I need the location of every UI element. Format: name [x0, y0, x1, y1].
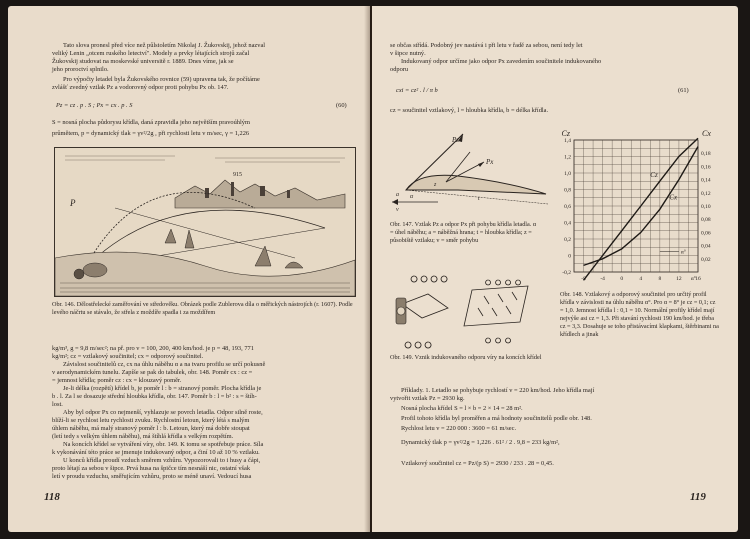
left-tick-label: -0,2	[562, 270, 571, 276]
text-line: b . l. Za l se dosazuje střední hloubka křídla, obr. 147. Poměr b : l = b² : s = štíh-	[52, 393, 257, 400]
lift-coefficient-equation: Vztlakový součinitel cz = Pz/(p S) = 2930 / 233 . 28 = 0,45.	[401, 460, 554, 467]
svg-text:P: P	[70, 198, 76, 208]
left-tick-label: 1,4	[564, 138, 571, 144]
figure-147-wing	[388, 124, 550, 219]
text-line: úhlem náběhu, má malý stranový poměr l : b. Letoun, který má dobře stoupat	[52, 425, 250, 432]
text-line: v aerodynamickém tunelu. Zapíše se pak do tabulek, obr. 148. Poměr cx : cz =	[52, 369, 253, 376]
svg-text:α: α	[410, 194, 414, 200]
x-tick-label: 12	[676, 276, 682, 282]
text-line: letí v proudu vzduchu, směřujícím vzhůru, proto se méně unaví. Vedoucí husa	[52, 473, 252, 480]
left-tick-label: 1,0	[564, 171, 571, 177]
text-line: Na koncích křídel se vytváření víry, obr. 149. K tomu se spotřebuje práce. Síla	[63, 441, 264, 448]
page-number: 118	[44, 491, 60, 503]
x-tick-label: 16	[695, 276, 701, 282]
text-line: průmětem, p = dynamický tlak = γv²/2g , při rychlosti letu v m/sec, γ = 1,226	[52, 130, 250, 137]
text-line: blíží-li se rychlost letu rychlosti zvuku. Rychlostní letoun, který létá s malým	[52, 417, 250, 424]
right-tick-label: 0,08	[701, 217, 711, 224]
left-tick-label: 0,2	[564, 237, 571, 243]
dynamic-pressure-equation: Dynamický tlak p = γv²/2g = 1,226 . 61² / 2 . 9,8 = 233 kg/m²,	[401, 439, 560, 446]
text-line: Tato slova pronesl před více než půlstoletím Nikolaj J. Žukovskij, jehož nazval	[63, 42, 266, 49]
equation-61: cxi = cz² . l / π b	[396, 87, 438, 94]
left-tick-label: 0	[568, 253, 571, 260]
x-tick-label: 8	[658, 276, 662, 282]
svg-text:t: t	[478, 196, 480, 202]
text-line: veliký Lenin „otcem ruského letectví". Modely a prvky létajících strojů začal	[52, 50, 250, 57]
right-tick-label: 0,14	[701, 177, 711, 184]
page-number: 119	[690, 491, 706, 503]
svg-text:Pz: Pz	[452, 136, 459, 144]
text-line: Závislost součinitelů cz, cx na úhlu náběhu α a na tvaru profilu se určí pokusně	[63, 361, 266, 368]
text-line: se občas střídá. Podobný jev nastává i při letu v řadě za sebou, není tedy let	[390, 42, 583, 49]
alpha-annotation: α°	[680, 249, 687, 256]
right-tick-label: 0,06	[701, 230, 711, 237]
figure-146-engraving	[54, 147, 356, 297]
right-page	[372, 6, 738, 532]
left-page	[8, 6, 370, 532]
figure-149-caption: Obr. 149. Vznik indukovaného odporu víry na koncích křídel	[390, 354, 542, 361]
equation-number: (61)	[678, 87, 689, 94]
equation-number: (60)	[336, 102, 347, 109]
text-line: kg/m²; cz = vztlakový součinitel; cx = odporový součinitel.	[52, 353, 204, 360]
text-line: Aby byl odpor Px co nejmenší, vyhlazuje se povrch letadla. Odpor silně roste,	[63, 409, 263, 416]
figure-146-caption: Obr. 146. Dělostřelecké zaměřování ve středověku. Obrázek podle Zublerova díla o měřických nástrojích (r. 1607). Podle levého náčrtu se stávalo, že střela z moždíře spadla i za moždířem	[52, 301, 353, 317]
text-line: vytvořit vztlak Pz = 2930 kg.	[390, 395, 465, 402]
right-tick-label: 0,10	[701, 204, 711, 210]
text-line: Indukovaný odpor určíme jako odpor Px zavedením součinitele indukovaného	[401, 58, 602, 65]
right-tick-label: 0,02	[701, 256, 711, 263]
text-line: Pro výpočty letadel byla Žukovského rovnice (59) upravena tak, že počítáme	[63, 76, 260, 83]
left-tick-label: 1,2	[564, 154, 571, 161]
svg-text:a: a	[396, 192, 399, 198]
right-tick-label: 0,16	[701, 164, 711, 171]
x-tick-label: 0	[620, 276, 624, 282]
x-tick-label: 4	[639, 276, 643, 282]
x-axis-label: α°	[690, 276, 696, 282]
left-tick-label: 0,6	[564, 204, 571, 210]
figure-149-vortices	[388, 268, 548, 354]
left-axis-label: Cz	[561, 129, 570, 138]
svg-text:915: 915	[233, 172, 242, 178]
figure-148-caption: Obr. 148. Vztlakový a odporový součinitel pro určitý profil křídla v závislosti na úhlu náběhu α°. Pro α = 8° je cz = 0,1; cz = 1,0. Jemnost křídla l : 0,1 = 10. Normální profily křídel mají nejvýše asi cz = 1,3. Při stavání rychlosti 190 km/hod. je třeba cz = 3,3. Dosahuje se toho přistávacími klapkami, štěrbinami na křídlech a jinak	[560, 291, 719, 339]
svg-text:z: z	[434, 182, 437, 188]
text-line: Profil tohoto křídla byl proměřen a má hodnoty součinitelů podle obr. 148.	[401, 415, 592, 422]
text-line: Rychlost letu v = 220 000 : 3600 = 61 m/sec.	[401, 425, 517, 432]
text-line: Příklady. 1. Letadlo se pohybuje rychlostí v = 220 km/hod. Jeho křídla mají	[401, 387, 595, 394]
right-tick-label: 0,04	[701, 243, 711, 250]
left-tick-label: 0,4	[564, 220, 571, 227]
text-line: Žukovskij studovat na moskevské universitě r. 1889. Dnes víme, jak se	[52, 58, 234, 65]
text-line: zvlášť zvedný vztlak Pz a vodorovný odpor proti pohybu Px ob. 147.	[52, 84, 229, 91]
text-line: Je-li délka (rozpětí) křídel b, je poměr l : b = stranový poměr. Plocha křídla je	[63, 385, 262, 392]
text-line: kg/m³, g = 9,8 m/sec²; na př. pro v = 100, 200, 400 km/hod. je p = 48, 193, 771	[52, 345, 254, 352]
text-line: (letí tedy s velkým úhlem náběhu), má štíhlá křídla s velkým rozpětím.	[52, 433, 234, 440]
cz-cx-chart	[548, 122, 726, 286]
figure-148-chart	[548, 122, 726, 286]
text-line: lost.	[52, 401, 63, 408]
text-line: U konců křídla proudí vzduch směrem vzhůru. Vypozorovali to i husy a čápi,	[63, 457, 261, 464]
text-line: Nosná plocha křídel S = l × b = 2 × 14 = 28 m².	[401, 405, 523, 412]
x-tick-label: -4	[600, 276, 605, 282]
text-line: cz = součinitel vztlakový, l = hloubka křídla, b = délka křídla.	[390, 107, 549, 114]
right-axis-label: Cx	[702, 129, 711, 138]
right-tick-label: 0,12	[701, 190, 711, 197]
left-tick-label: 0,8	[564, 187, 571, 194]
text-line: S = nosná plocha půdorysu křídla, daná zpravidla jeho největším pravoúhlým	[52, 119, 250, 126]
text-line: v šipce nutný.	[390, 50, 426, 57]
right-tick-label: 0,18	[701, 151, 711, 158]
x-tick-label: -8	[581, 276, 586, 282]
equation-60: Pz = cz . p . S ; Px = cx . p . S	[56, 102, 133, 109]
svg-text:v: v	[396, 207, 399, 213]
series-Cx-label: Cx	[669, 193, 678, 202]
text-line: k vykonávání této práce se jmenuje indukovaný odpor, a činí 10 až 10 % vztlaku.	[52, 449, 260, 456]
text-line: jeho proroctví splnilo.	[52, 66, 109, 73]
series-Cz-label: Cz	[650, 171, 658, 180]
figure-147-caption: Obr. 147. Vztlak Pz a odpor Px při pohybu křídla letadla. α = úhel náběhu; a = náběžná hrana; t = hloubka křídla; z = působiště vztlaku; v = směr pohybu	[390, 221, 537, 245]
text-line: = jemnost křídla; poměr cz : cx = klouzavý poměr.	[52, 377, 182, 384]
svg-text:Px: Px	[486, 158, 494, 166]
text-line: odporu	[390, 66, 409, 73]
text-line: proto létají za sebou v šipce. Prvá husa na špičce tím nesnáší nic, ostatní však	[52, 465, 251, 472]
